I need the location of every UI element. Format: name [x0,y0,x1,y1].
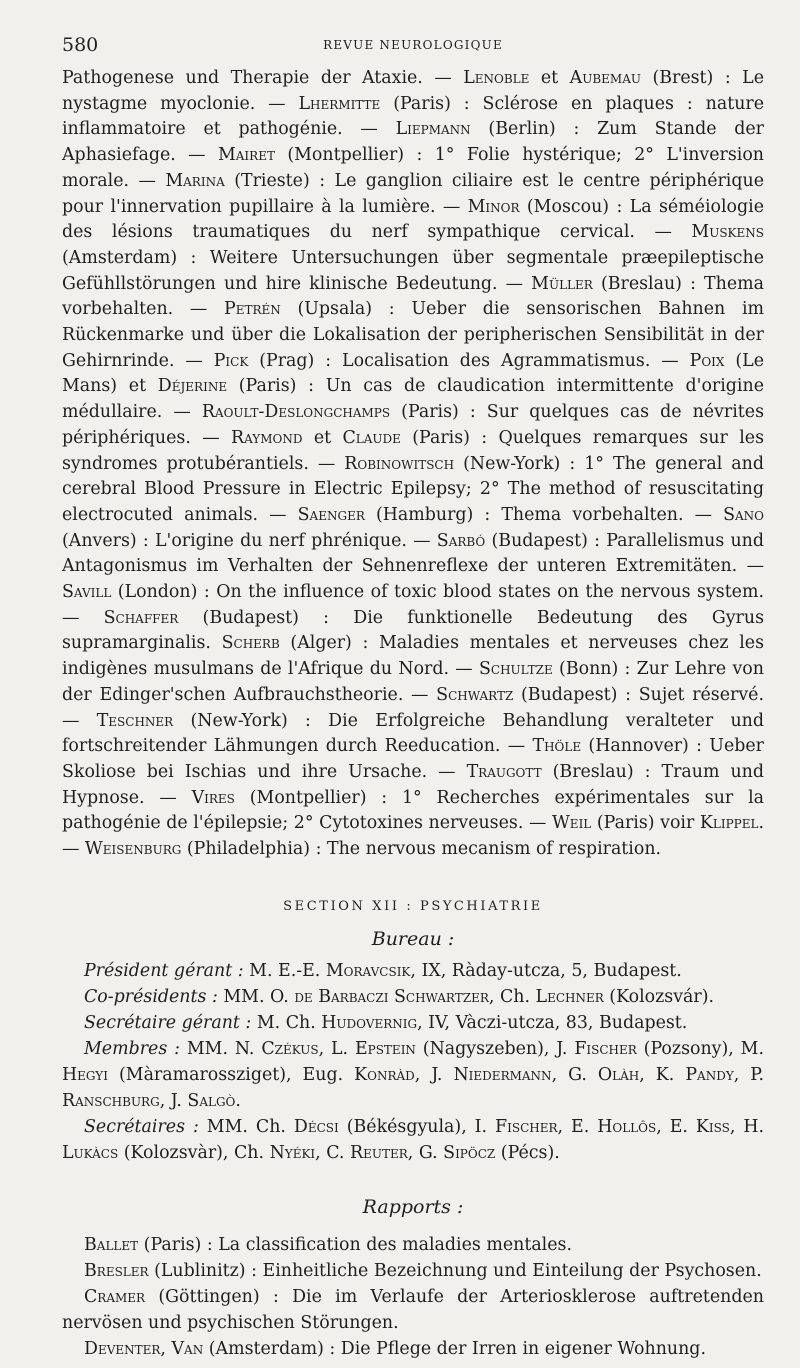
officer-entry [62,958,764,984]
text-run: (Lublinitz) : Einheitliche Bezeichnung und Einteilung der Psychosen. [148,1260,762,1281]
author-name: Petrén [224,299,281,320]
author-name: Mairet [217,145,275,166]
officer-role: Membres : [84,1038,180,1059]
text-run: , L. [318,1038,355,1059]
author-name: Lechner [535,986,604,1007]
author-name: Kiss [695,1116,730,1137]
author-name: Bresler [84,1260,149,1281]
author-name: Klippel [699,813,759,834]
text-run: (Le Mans) et [62,350,765,397]
author-name: Pick [213,350,249,371]
author-name: Epstein [354,1038,416,1059]
text-run: (Paris) voir [591,813,700,834]
text-run: (Hamburg) : Thema vorbehalten. — [364,504,724,525]
running-head: REVUE NEUROLOGIQUE [323,38,503,52]
text-run: (Pozsony), M. [636,1038,764,1059]
text-run: et [529,68,570,88]
author-name: Pandy [685,1064,734,1085]
author-name: Scherb [221,633,280,654]
text-run: (Berlin) : Zum Stande der Aphasiefage. — [62,119,764,166]
rapport-entry [62,1232,764,1258]
officer-entry [62,984,764,1010]
text-run: (Paris) : Quelques remarques sur les syndromes protubérantiels. — [62,427,764,474]
author-name: Reuter [349,1142,408,1163]
author-name: Schaffer [103,607,179,628]
author-name: Saenger [297,504,365,525]
text-run: et [302,427,343,448]
text-run: , Ch. [488,986,536,1007]
rapport-entry [62,1336,764,1362]
text-run: , G. [407,1142,444,1163]
text-run: Pathogenese und Therapie der Ataxie. — [62,68,464,88]
author-name: Claude [342,427,401,448]
author-name: Schwartz [436,684,514,705]
text-run: (Brest) : Le nystagme myoclonie. — [62,68,764,114]
text-run: (Trieste) : Le ganglion ciliaire est le centre périphérique pour l'innervation pupillaire à la lumière. — [62,170,764,217]
text-run: (Amsterdam) : Die Pflege der Irren in eigener Wohnung. [203,1338,706,1359]
text-run: (London) : On the influence of toxic blood states on the nervous system. — [62,582,764,628]
rapport-entry [62,1284,764,1336]
author-name: Olàh [597,1064,640,1085]
text-run: , K. [639,1064,686,1085]
text-run: (Amsterdam) : Weitere Untersuchungen über segmentale præepileptische Gefühllstörungen und hire klinische Bedeutung. — [62,247,764,294]
author-name: Cramer [84,1286,146,1307]
author-name: Savill [62,582,112,603]
author-name: Czékus [261,1038,319,1059]
author-name: Konràd [354,1064,415,1085]
text-run: (Paris) : Sclérose en plaques : nature inflammatoire et pathogénie. — [62,93,765,140]
text-run: MM. N. [179,1038,262,1059]
text-run: (Montpellier) : 1° Folie hystérique; 2° L'inversion morale. — [62,145,765,191]
author-name: Ballet [84,1234,139,1255]
bureau-heading: Bureau : [371,927,455,950]
page-header [62,34,764,62]
author-name: Minor [467,196,520,217]
author-name: Robinowitsch [344,453,455,474]
rapport-entry [62,1258,764,1284]
text-run: (Prag) : Localisation des Agrammatismus. — [248,350,690,371]
author-name: Déjerine [157,376,228,397]
author-name: Schultze [478,659,553,680]
author-name: Deventer, Van [84,1338,204,1359]
author-name: Müller [531,273,593,294]
text-run: (Breslau) : Traum und Hypnose. — [62,761,764,808]
author-name: Weisenburg [84,839,182,860]
author-name: Muskens [691,222,764,243]
text-run: (Budapest) : Parallelismus und Antagonismus im Verhalten der Sehnenreflexe der unteren Extremitäten. — [62,530,764,577]
text-run: M. E.-E. [243,960,326,981]
author-name: Sarbó [436,530,486,551]
text-run: , P. [733,1064,764,1085]
author-name: Lukàcs [62,1142,119,1163]
text-run: (Göttingen) : Die im Verlaufe der Arteriosklerose auftretenden nervösen und psychischen Störungen. [62,1286,764,1333]
text-run: (Màramarossziget), Eug. [107,1064,355,1085]
page-number: 580 [62,34,99,56]
text-run: , E. [557,1116,598,1137]
author-name: Ranschburg [62,1090,160,1111]
text-run: (Moscou) : La séméiologie des lésions traumatiques du nerf sympathique cervical. — [62,196,764,243]
text-run: MM. O. [217,986,295,1007]
author-name: Teschner [96,710,174,731]
author-name: Niedermann [453,1064,552,1085]
text-run: (Békésgyula), I. [338,1116,496,1137]
officer-role: Secrétaires : [84,1116,199,1137]
contributions-paragraph [62,66,764,863]
text-run: MM. Ch. [198,1116,294,1137]
author-name: Liepmann [395,119,471,140]
officer-entry [62,1010,764,1036]
text-run: , H. [729,1116,765,1137]
text-run: (Kolozsvàr), Ch. [118,1142,270,1163]
author-name: Lenoble [463,68,530,88]
officers-list [62,958,764,1166]
text-run: (Pécs). [495,1142,560,1163]
author-name: Weil [551,813,592,834]
text-run: (New-York) : 1° The general and cerebral Blood Pressure in Electric Epilepsy; 2° The method of resuscitating electrocuted animals. — [62,453,764,525]
author-name: Hollôs [597,1116,657,1137]
author-name: Nyéki [269,1142,316,1163]
author-name: Poix [689,350,725,371]
author-name: Raymond [231,427,303,448]
text-run: (Kolozsvár). [603,986,715,1007]
text-run: (Paris) : La classification des maladies mentales. [138,1234,572,1255]
text-run: (Budapest) : Die funktionelle Bedeutung des Gyrus supramarginalis. [62,607,764,654]
text-run: , E. [656,1116,696,1137]
officer-role: Secrétaire gérant : [84,1012,252,1033]
author-name: Thöle [532,736,582,757]
text-run: . — [62,813,764,860]
author-name: Hudovernig [321,1012,418,1033]
text-run: (Anvers) : L'origine du nerf phrénique. — [62,530,437,551]
text-run: , J. [159,1090,188,1111]
author-name: Marina [165,170,225,191]
officer-entry [62,1036,764,1114]
officer-entry [62,1114,764,1166]
author-name: Salgò [187,1090,236,1111]
text-run: . [235,1090,241,1111]
officer-role: Co-présidents : [84,986,218,1007]
text-run: (Nagyszeben), J. [415,1038,575,1059]
author-name: Raoult-Deslongchamps [201,402,391,423]
text-run: (Paris) : Sur quelques cas de névrites périphériques. — [62,402,765,448]
text-run: , G. [551,1064,598,1085]
text-run: (Philadelphia) : The nervous mecanism of respiration. [181,839,662,860]
text-run: , C. [315,1142,350,1163]
text-run: (Paris) : Un cas de claudication intermittente d'origine médullaire. — [62,376,764,423]
author-name: Fischer [495,1116,558,1137]
officer-role: Président gérant : [84,960,244,981]
text-run: (Hannover) : Ueber Skoliose bei Ischias und ihre Ursache. — [62,736,764,782]
author-name: Hegyi [62,1064,108,1085]
author-name: Sano [723,504,764,525]
author-name: Vires [191,787,235,808]
rapports-heading: Rapports : [362,1195,464,1218]
text-run: M. Ch. [251,1012,322,1033]
author-name: Aubemau [569,68,641,88]
author-name: Moravcsik [325,960,411,981]
author-name: Lhermitte [298,93,381,114]
rapports-list [62,1232,764,1362]
text-run: , IX, Ràday-utcza, 5, Budapest. [410,960,682,981]
text-run: (Breslau) : Thema vorbehalten. — [62,273,764,320]
author-name: Décsi [293,1116,339,1137]
text-run: (Upsala) : Ueber die sensorischen Bahnen im Rückenmarke und über die Lokalisation der peripherischen Sensibilität in der Gehirnrinde. — [62,299,764,371]
document-page [62,34,764,1362]
text-run: , J. [414,1064,454,1085]
author-name: de Barbaczi Schwartzer [294,986,489,1007]
author-name: Fischer [574,1038,637,1059]
text-run: (Alger) : Maladies mentales et nerveuses chez les indigènes musulmans de l'Afrique du Nord. — [62,633,765,680]
text-run: (Budapest) : Sujet réservé. — [62,684,764,731]
text-run: (Bonn) : Zur Lehre von der Edinger'schen Aufbrauchstheorie. — [62,659,764,705]
text-run: (Montpellier) : 1° Recherches expérimentales sur la pathogénie de l'épilepsie; 2° Cytotoxines nerveuses. — [62,787,764,834]
author-name: Traugott [466,761,542,782]
text-run: (New-York) : Die Erfolgreiche Behandlung veralteter und fortschreitender Lähmungen durch Reeducation. — [62,710,764,757]
author-name: Sipöcz [443,1142,496,1163]
section-title: SECTION XII : PSYCHIATRIE [283,898,543,914]
text-run: , IV, Vàczi-utcza, 83, Budapest. [417,1012,688,1033]
